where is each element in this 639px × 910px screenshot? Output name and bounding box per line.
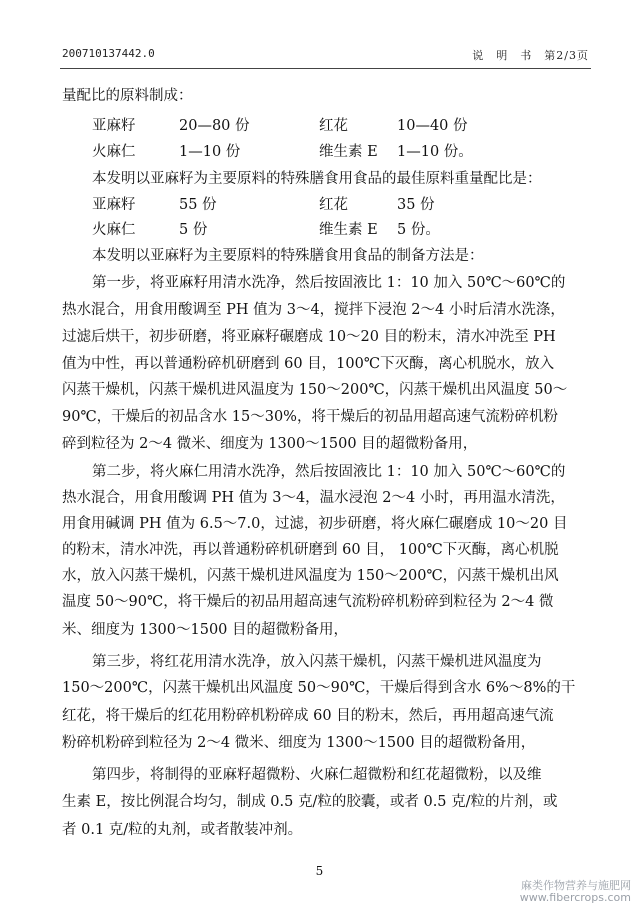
- ingredient-amount: 20—80 份: [179, 118, 250, 134]
- step-1-line: 热水混合，用食用酸调至 PH 值为 3～4，搅拌下浸泡 2～4 小时后清水洗涤，: [62, 302, 565, 318]
- page-number: 5: [315, 864, 324, 878]
- step-3-line: 红花，将干燥后的红花用粉碎机粉碎成 60 目的粉末，然后，再用超高速气流: [62, 708, 554, 724]
- step-1-line: 第一步，将亚麻籽用清水洗净，然后按固液比 1：10 加入 50℃～60℃的: [92, 275, 566, 291]
- watermark-title: 麻类作物营养与施肥网: [521, 879, 631, 892]
- ingredient-amount: 1—10 份。: [397, 144, 473, 160]
- doc-number: 200710137442.0: [62, 47, 155, 60]
- step-2-line: 热水混合，用食用酸调 PH 值为 3～4，温水浸泡 2～4 小时，再用温水清洗，: [62, 490, 565, 506]
- header-rule: [60, 68, 591, 69]
- step-2-line: 米、细度为 1300～1500 目的超微粉备用，: [62, 622, 349, 638]
- ingredient-name: 亚麻籽: [92, 118, 136, 134]
- step-2-line: 第二步，将火麻仁用清水洗净，然后按固液比 1：10 加入 50℃～60℃的: [92, 464, 566, 480]
- header-section: 说 明 书 第2/3页: [472, 49, 589, 62]
- step-1-line: 闪蒸干燥机，闪蒸干燥机进风温度为 150～200℃，闪蒸干燥机出风温度 50～: [62, 382, 568, 398]
- step-1-line: 碎到粒径为 2～4 微米、细度为 1300～1500 目的超微粉备用，: [62, 436, 478, 452]
- step-1-line: 过滤后烘干，初步研磨，将亚麻籽碾磨成 10～20 目的粉末，清水冲洗至 PH: [62, 329, 556, 345]
- step-4-line: 第四步，将制得的亚麻籽超微粉、火麻仁超微粉和红花超微粉，以及维: [92, 767, 542, 783]
- ingredient-amount: 35 份: [397, 197, 435, 213]
- step-1-line: 值为中性，再以普通粉碎机研磨到 60 目，100℃下灭酶，离心机脱水，放入: [62, 356, 555, 372]
- best-ratio-intro: 本发明以亚麻籽为主要原料的特殊膳食用食品的最佳原料重量配比是：: [92, 171, 542, 187]
- step-3-line: 150～200℃，闪蒸干燥机出风温度 50～90℃，干燥后得到含水 6%～8%的干: [62, 680, 576, 696]
- ingredient-name: 火麻仁: [92, 222, 136, 238]
- ingredient-amount: 5 份。: [397, 222, 440, 238]
- step-2-line: 水，放入闪蒸干燥机，闪蒸干燥机进风温度为 150～200℃，闪蒸干燥机出风: [62, 568, 559, 584]
- step-2-line: 温度 50～90℃，将干燥后的初品用超高速气流粉碎机粉碎到粒径为 2～4 微: [62, 594, 554, 610]
- ingredient-amount: 5 份: [179, 222, 208, 238]
- method-intro: 本发明以亚麻籽为主要原料的特殊膳食用食品的制备方法是：: [92, 248, 484, 264]
- ingredient-name: 维生素 E: [319, 222, 378, 238]
- ingredient-name: 火麻仁: [92, 144, 136, 160]
- step-1-line: 90℃，干燥后的初品含水 15～30%，将干燥后的初品用超高速气流粉碎机粉: [62, 409, 558, 425]
- step-4-line: 生素 E，按比例混合均匀，制成 0.5 克/粒的胶囊，或者 0.5 克/粒的片剂，或: [62, 794, 558, 810]
- step-3-line: 第三步，将红花用清水洗净，放入闪蒸干燥机，闪蒸干燥机进风温度为: [92, 654, 542, 670]
- ingredient-amount: 55 份: [179, 197, 217, 213]
- intro-line: 量配比的原料制成：: [62, 88, 193, 104]
- ingredient-amount: 10—40 份: [397, 118, 468, 134]
- ingredient-name: 维生素 E: [319, 144, 378, 160]
- step-2-line: 用食用碱调 PH 值为 6.5～7.0，过滤，初步研磨，将火麻仁碾磨成 10～20 目: [62, 516, 568, 532]
- step-2-line: 的粉末，清水冲洗，再以普通粉碎机研磨到 60 目， 100℃下灭酶，离心机脱: [62, 542, 559, 558]
- step-3-line: 粉碎机粉碎到粒径为 2～4 微米、细度为 1300～1500 目的超微粉备用，: [62, 735, 536, 751]
- site-watermark: [520, 880, 631, 904]
- ingredient-name: 亚麻籽: [92, 197, 136, 213]
- watermark-url: www.fibercrops.com: [519, 891, 631, 904]
- ingredient-name: 红花: [319, 197, 348, 213]
- ingredient-amount: 1—10 份: [179, 144, 241, 160]
- ingredient-name: 红花: [319, 118, 348, 134]
- step-4-line: 者 0.1 克/粒的丸剂，或者散装冲剂。: [62, 822, 303, 838]
